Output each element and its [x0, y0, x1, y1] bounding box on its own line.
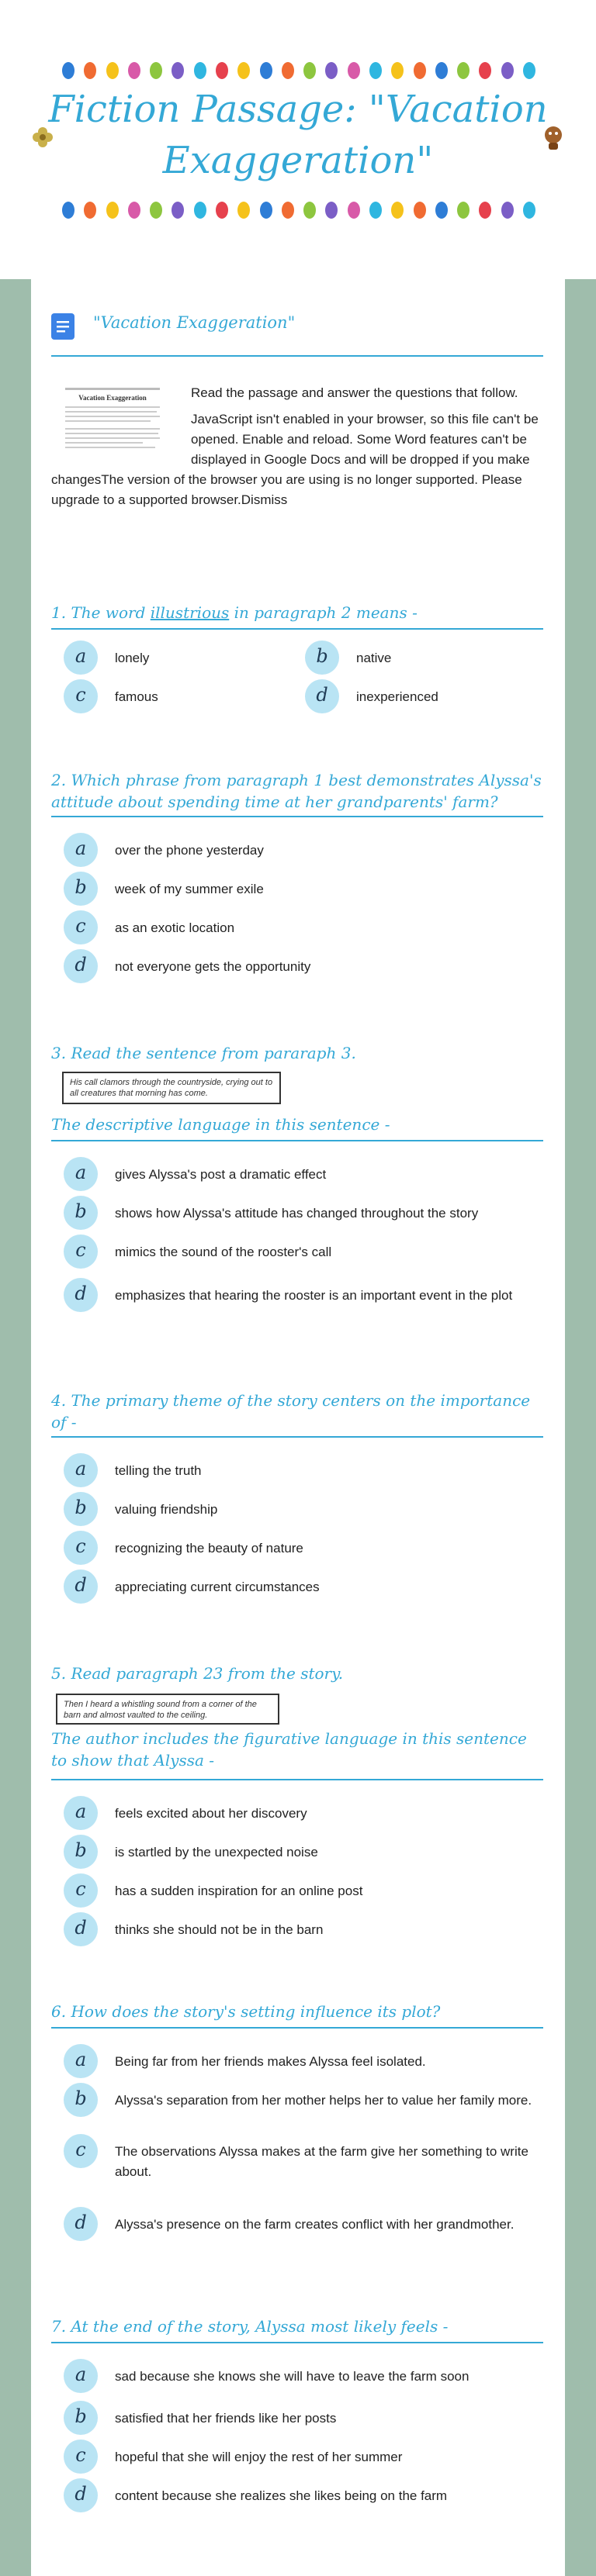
answer-option-b[interactable] — [305, 641, 538, 672]
question-prompt: The descriptive language in this sentence - — [51, 1115, 390, 1134]
background-border-right — [565, 279, 596, 2576]
answer-option-c[interactable] — [64, 679, 296, 710]
option-text: Being far from her friends makes Alyssa feel isolated. — [115, 2054, 426, 2069]
option-letter-bubble[interactable]: d — [64, 1912, 98, 1946]
page-title: Fiction Passage: "Vacation Exaggeration" — [48, 88, 548, 182]
decorative-dot — [501, 202, 514, 219]
decorative-dot — [172, 202, 184, 219]
header — [0, 0, 596, 279]
option-text: valuing friendship — [115, 1502, 218, 1517]
answer-option-b[interactable] — [64, 2083, 545, 2114]
option-text: thinks she should not be in the barn — [115, 1922, 324, 1937]
decorative-dot — [348, 202, 360, 219]
decorative-dot — [260, 202, 272, 219]
document-title[interactable]: "Vacation Exaggeration" — [93, 313, 296, 332]
decorative-dot — [216, 62, 228, 79]
decorative-dot — [172, 62, 184, 79]
answer-option-c[interactable] — [64, 1531, 545, 1562]
option-letter-bubble[interactable]: a — [64, 1157, 98, 1191]
decorative-dot — [348, 62, 360, 79]
answer-option-d[interactable] — [64, 1912, 545, 1943]
answer-option-c[interactable] — [64, 1234, 545, 1266]
option-letter-bubble[interactable]: a — [64, 2359, 98, 2393]
decorative-dot — [237, 202, 250, 219]
option-letter-bubble[interactable]: b — [305, 641, 339, 675]
document-embed-header[interactable] — [51, 313, 543, 360]
dot-row-top — [62, 62, 535, 79]
question-title: 6. How does the story's setting influence its plot? — [51, 2002, 441, 2021]
question-divider — [51, 2027, 543, 2029]
decorative-dot — [369, 62, 382, 79]
option-text: not everyone gets the opportunity — [115, 959, 311, 974]
decorative-dot — [325, 62, 338, 79]
decorative-dot — [479, 202, 491, 219]
answer-option-d[interactable] — [64, 1569, 545, 1601]
answer-option-d[interactable] — [64, 2478, 545, 2509]
option-text: hopeful that she will enjoy the rest of her summer — [115, 2450, 403, 2464]
answer-option-b[interactable] — [64, 872, 545, 903]
option-letter-bubble[interactable]: b — [64, 1196, 98, 1230]
answer-option-c[interactable] — [64, 1873, 545, 1904]
decorative-dot — [414, 202, 426, 219]
option-letter-bubble[interactable]: c — [64, 679, 98, 713]
option-letter-bubble[interactable]: b — [64, 2083, 98, 2117]
answer-option-a[interactable] — [64, 2044, 545, 2075]
answer-option-a[interactable] — [64, 1453, 545, 1484]
question-title: 7. At the end of the story, Alyssa most likely feels - — [51, 2317, 449, 2336]
decorative-dot — [457, 62, 470, 79]
decorative-dot — [237, 62, 250, 79]
decorative-dot — [106, 62, 119, 79]
decorative-dot — [369, 202, 382, 219]
question-title-part: 1. The word — [51, 603, 151, 622]
answer-option-b[interactable] — [64, 2401, 545, 2432]
option-letter-bubble[interactable]: a — [64, 833, 98, 867]
option-text: The observations Alyssa makes at the farm give her something to write about. — [115, 2144, 528, 2179]
underlined-word: illustrious — [150, 603, 230, 622]
answer-option-a[interactable] — [64, 1796, 545, 1827]
answer-option-a[interactable] — [64, 1157, 545, 1188]
option-text: mimics the sound of the rooster's call — [115, 1245, 332, 1259]
option-text: shows how Alyssa's attitude has changed throughout the story — [115, 1206, 479, 1221]
decorative-dot — [523, 62, 535, 79]
decorative-dot — [414, 62, 426, 79]
option-letter-bubble[interactable]: b — [64, 1835, 98, 1869]
option-letter-bubble[interactable]: c — [64, 1234, 98, 1269]
decorative-dot — [84, 202, 96, 219]
decorative-dot — [62, 62, 74, 79]
option-text: satisfied that her friends like her posts — [115, 2411, 337, 2426]
decorative-dot — [457, 202, 470, 219]
answer-option-d[interactable] — [64, 2207, 545, 2238]
option-letter-bubble[interactable]: d — [64, 1569, 98, 1604]
option-letter-bubble[interactable]: d — [64, 2478, 98, 2512]
decorative-dot — [150, 62, 162, 79]
quote-box: Then I heard a whistling sound from a corner of the barn and almost vaulted to the ceiling. — [56, 1694, 279, 1725]
decorative-dot — [435, 202, 448, 219]
question-prompt: The author includes the figurative language in this sentence to show that Alyssa - — [51, 1729, 527, 1770]
option-text: lonely — [115, 651, 150, 665]
dot-row-bottom — [62, 202, 535, 219]
option-text: famous — [115, 689, 158, 704]
decorative-dot — [194, 202, 206, 219]
decorative-dot — [282, 62, 294, 79]
answer-option-d[interactable] — [64, 1278, 545, 1309]
option-letter-bubble[interactable]: c — [64, 2440, 98, 2474]
option-letter-bubble[interactable]: d — [64, 2207, 98, 2241]
decorative-dot — [501, 62, 514, 79]
answer-option-c[interactable] — [64, 910, 545, 941]
decorative-dot — [128, 202, 140, 219]
option-text: over the phone yesterday — [115, 843, 264, 858]
option-text: Alyssa's presence on the farm creates conflict with her grandmother. — [115, 2217, 515, 2232]
decorative-dot — [84, 62, 96, 79]
decorative-dot — [435, 62, 448, 79]
answer-option-d[interactable] — [64, 949, 545, 980]
question-divider — [51, 628, 543, 630]
option-letter-bubble[interactable]: c — [64, 2134, 98, 2168]
option-letter-bubble[interactable]: d — [305, 679, 339, 713]
question-divider — [51, 2342, 543, 2343]
question-divider — [51, 1140, 543, 1141]
question-divider — [51, 816, 543, 817]
option-letter-bubble[interactable]: c — [64, 1531, 98, 1565]
answer-option-b[interactable] — [64, 1835, 545, 1866]
option-letter-bubble[interactable]: b — [64, 1492, 98, 1526]
option-text: sad because she knows she will have to leave the farm soon — [115, 2369, 470, 2384]
question-title: 5. Read paragraph 23 from the story. — [51, 1664, 344, 1683]
decorative-dot — [303, 62, 316, 79]
instructions-text: Read the passage and answer the questions that follow. — [191, 385, 518, 400]
question-divider — [51, 1779, 543, 1780]
decorative-dot — [106, 202, 119, 219]
answer-option-a[interactable] — [64, 641, 296, 672]
option-letter-bubble[interactable]: a — [64, 641, 98, 675]
answer-option-b[interactable] — [64, 1492, 545, 1523]
document-text — [51, 383, 543, 510]
option-text: feels excited about her discovery — [115, 1806, 307, 1821]
question-title: 4. The primary theme of the story centers on the importance of - — [51, 1391, 531, 1431]
thumbnail-title: Vacation Exaggeration — [78, 394, 147, 402]
option-text: telling the truth — [115, 1463, 202, 1478]
character-icon — [542, 124, 565, 150]
option-text: appreciating current circumstances — [115, 1580, 320, 1594]
document-divider — [51, 355, 543, 357]
question-title: 2. Which phrase from paragraph 1 best demonstrates Alyssa's attitude about spending time at her grandparents' farm? — [51, 771, 542, 811]
question-title — [51, 602, 543, 623]
option-letter-bubble[interactable]: a — [64, 2044, 98, 2078]
decorative-dot — [391, 62, 404, 79]
option-text: as an exotic location — [115, 920, 235, 935]
option-text: week of my summer exile — [115, 882, 264, 896]
option-text: inexperienced — [356, 689, 438, 704]
decorative-dot — [128, 62, 140, 79]
question-title-part: in paragraph 2 means - — [229, 603, 418, 622]
answer-option-c[interactable] — [64, 2134, 545, 2179]
option-letter-bubble[interactable]: d — [64, 949, 98, 983]
option-letter-bubble[interactable]: c — [64, 1873, 98, 1908]
decorative-dot — [303, 202, 316, 219]
background-border-left — [0, 279, 31, 2576]
option-text: Alyssa's separation from her mother helps her to value her family more. — [115, 2093, 532, 2108]
answer-option-b[interactable] — [64, 1196, 545, 1227]
decorative-dot — [216, 202, 228, 219]
decorative-dot — [194, 62, 206, 79]
option-text: recognizing the beauty of nature — [115, 1541, 303, 1556]
option-letter-bubble[interactable]: a — [64, 1453, 98, 1487]
browser-warning-text: JavaScript isn't enabled in your browser, so this file can't be opened. Enable and reload. Some Word features can't be displayed in Google Docs and will be dropped if you make changesThe version of the browser you are using is no longer supported. Please upgrade to a supported browser.Dismiss — [51, 412, 539, 507]
question-divider — [51, 1436, 543, 1438]
quote-box: His call clamors through the countryside, crying out to all creatures that morning has come. — [62, 1072, 281, 1104]
option-letter-bubble[interactable]: c — [64, 910, 98, 944]
decorative-dot — [523, 202, 535, 219]
google-docs-icon — [51, 313, 74, 340]
decorative-dot — [150, 202, 162, 219]
question-title: 3. Read the sentence from pararaph 3. — [51, 1044, 356, 1062]
option-letter-bubble[interactable]: d — [64, 1278, 98, 1312]
answer-option-a[interactable] — [64, 833, 545, 864]
option-text: emphasizes that hearing the rooster is an important event in the plot — [115, 1288, 513, 1303]
option-text: content because she realizes she likes being on the farm — [115, 2488, 448, 2503]
option-letter-bubble[interactable]: b — [64, 2401, 98, 2435]
option-text: is startled by the unexpected noise — [115, 1845, 318, 1859]
decorative-dot — [260, 62, 272, 79]
decorative-dot — [391, 202, 404, 219]
decorative-dot — [325, 202, 338, 219]
decorative-dot — [282, 202, 294, 219]
option-text: has a sudden inspiration for an online post — [115, 1884, 363, 1898]
answer-option-d[interactable] — [305, 679, 538, 710]
answer-option-c[interactable] — [64, 2440, 545, 2471]
decorative-dot — [479, 62, 491, 79]
option-letter-bubble[interactable]: a — [64, 1796, 98, 1830]
option-letter-bubble[interactable]: b — [64, 872, 98, 906]
option-text: native — [356, 651, 392, 665]
option-text: gives Alyssa's post a dramatic effect — [115, 1167, 327, 1182]
answer-option-a[interactable] — [64, 2359, 545, 2390]
decorative-dot — [62, 202, 74, 219]
